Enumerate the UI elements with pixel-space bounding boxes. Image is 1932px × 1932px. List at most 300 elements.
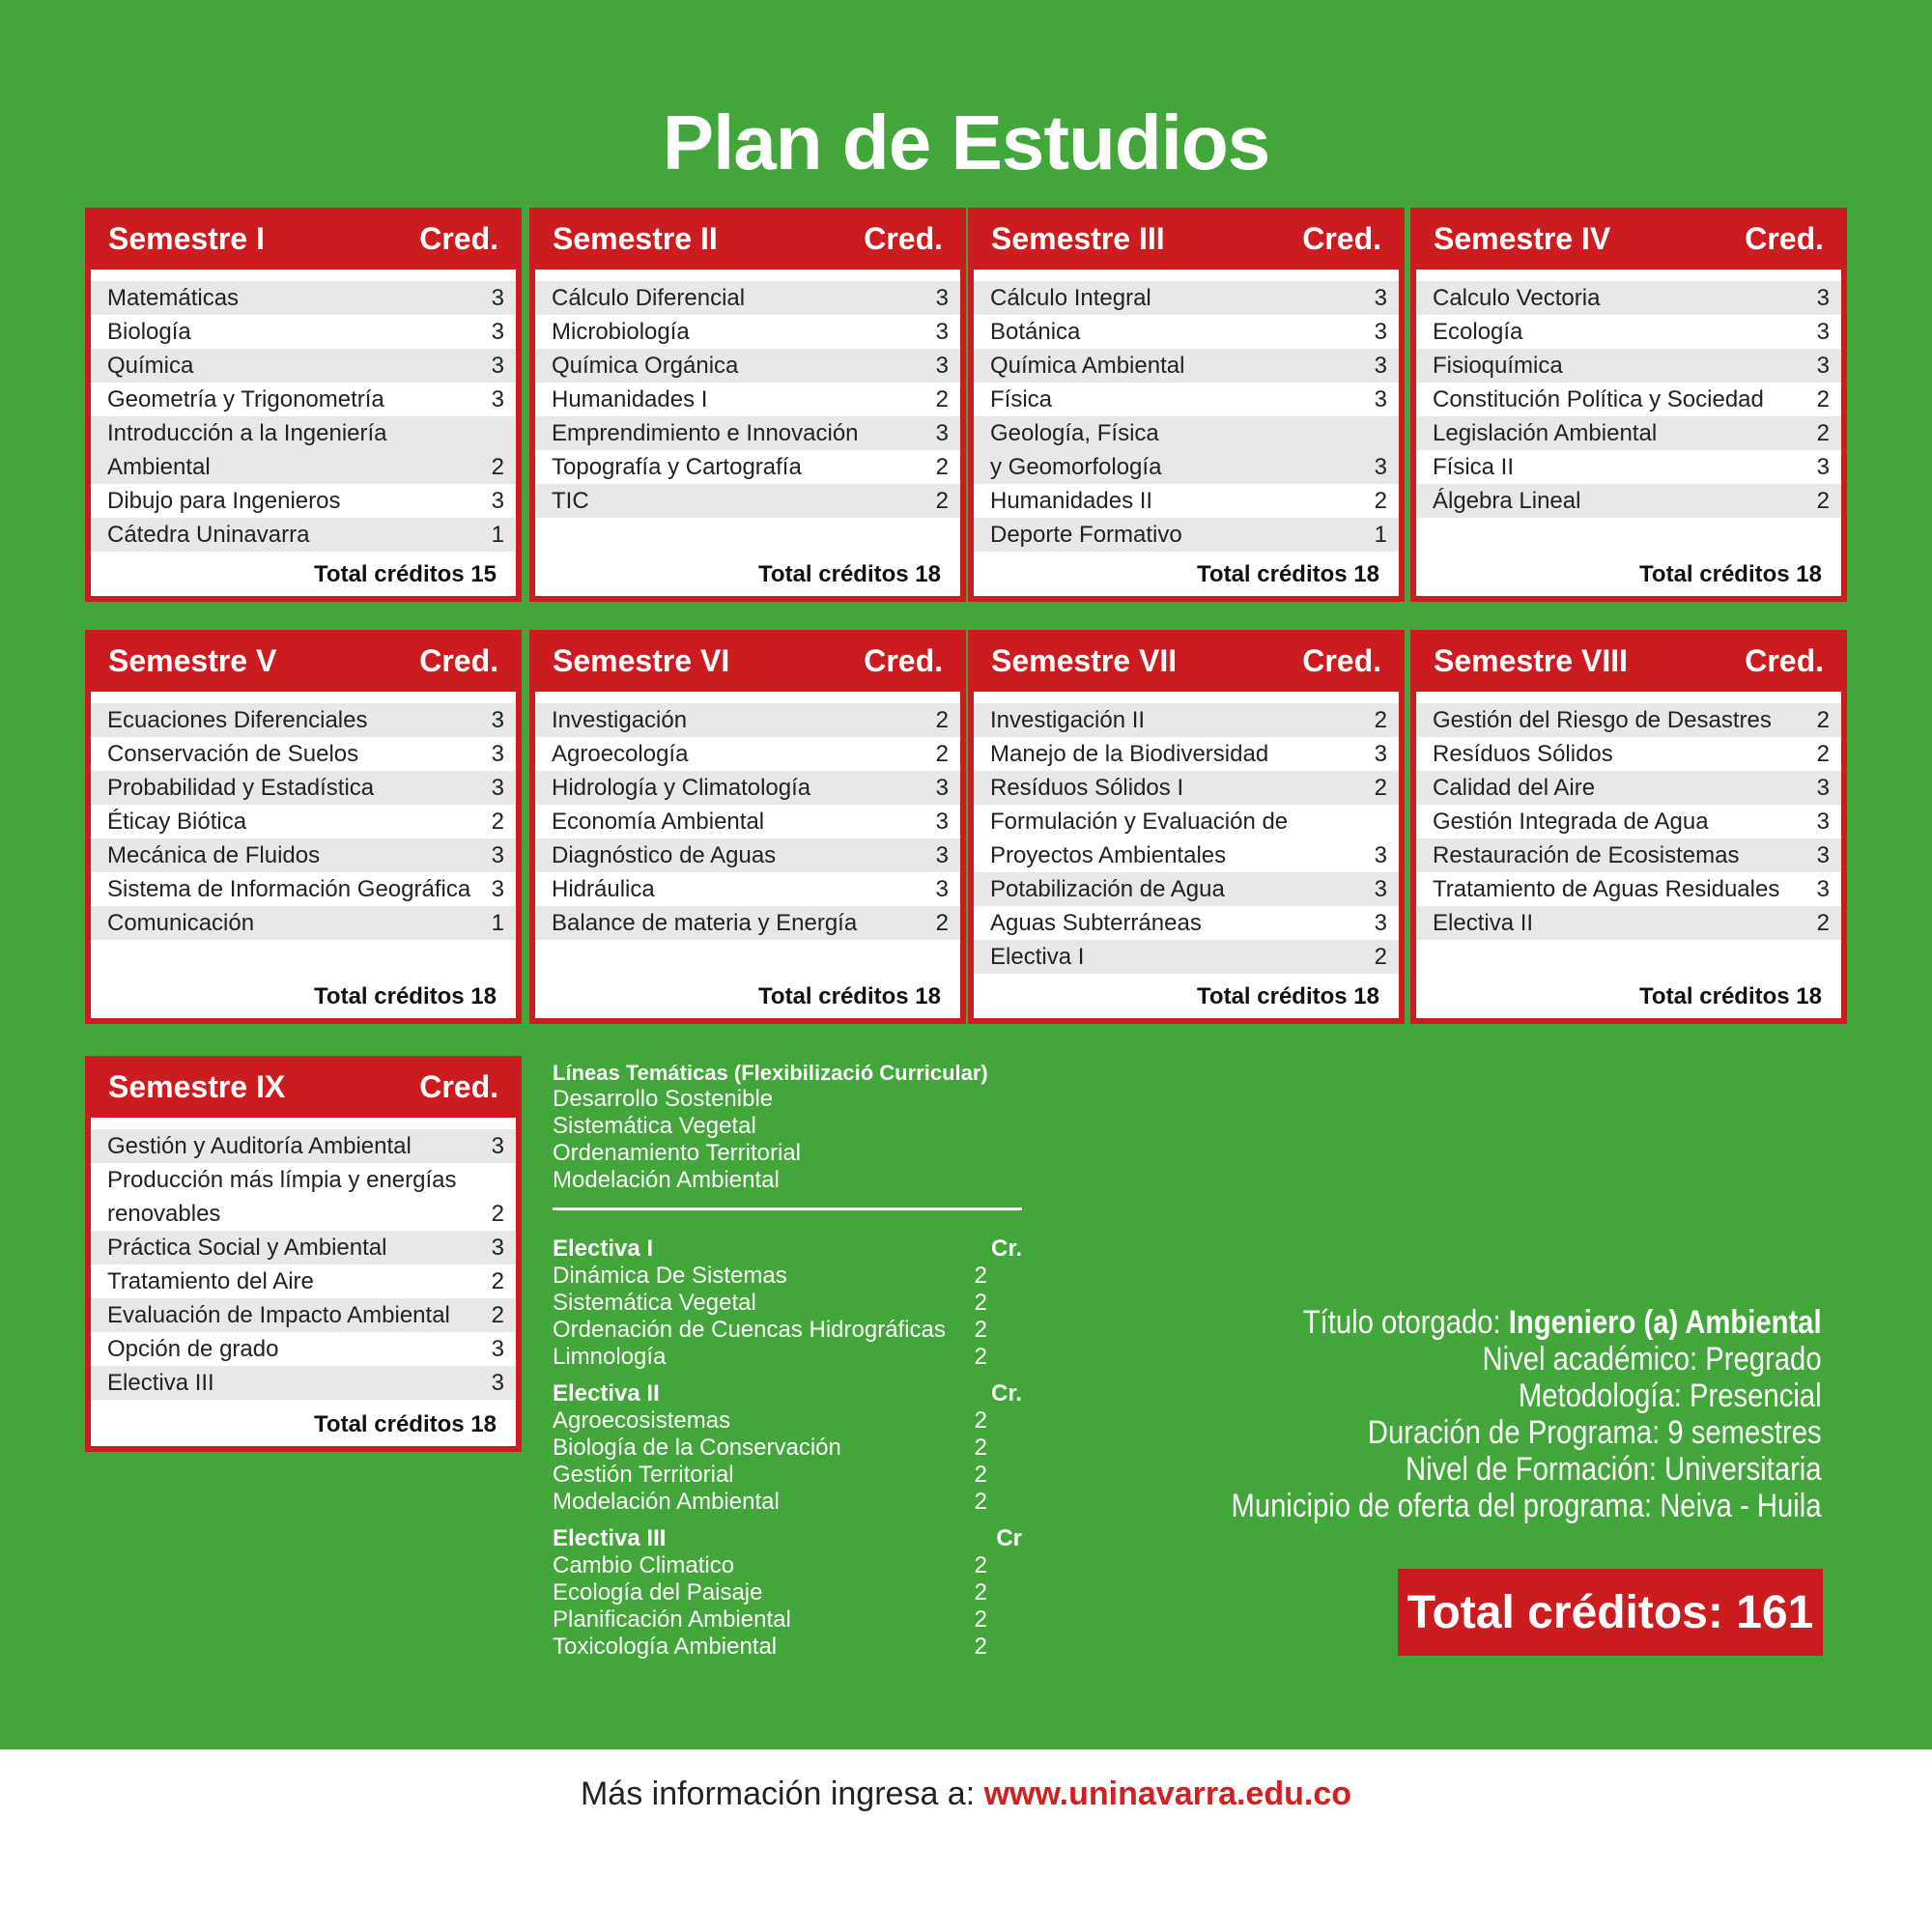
course-name: Sistema de Información Geográfica	[107, 876, 471, 902]
elective-cr-label: Cr.	[990, 1236, 1022, 1262]
course-row	[91, 1366, 516, 1400]
course-row	[974, 349, 1399, 383]
semester-header	[535, 630, 960, 692]
elective-header	[553, 1236, 1022, 1263]
course-credits: 2	[1374, 707, 1387, 733]
course-name: Diagnóstico de Aguas	[552, 842, 777, 868]
elective-item-credits: 2	[974, 1606, 987, 1633]
course-credits: 3	[1816, 285, 1830, 311]
elective-item-name: Toxicología Ambiental	[553, 1634, 778, 1660]
course-name: Ecuaciones Diferenciales	[107, 707, 368, 733]
course-row	[91, 838, 516, 872]
course-credits: 3	[491, 488, 504, 514]
course-row	[974, 416, 1399, 484]
course-name: Resíduos Sólidos	[1433, 741, 1613, 767]
footer-link[interactable]: www.uninavarra.edu.co	[983, 1776, 1352, 1812]
course-row	[535, 838, 960, 872]
course-name: Éticay Biótica	[107, 809, 247, 835]
cred-label: Cred.	[419, 220, 498, 256]
course-row	[91, 771, 516, 805]
semester-card	[85, 1056, 522, 1452]
course-name: Cálculo Integral	[990, 285, 1151, 311]
course-credits: 3	[491, 285, 504, 311]
course-row	[91, 349, 516, 383]
course-credits: 3	[491, 842, 504, 868]
course-name: Geometría y Trigonometría	[107, 386, 384, 412]
course-row	[535, 906, 960, 940]
page-title: Plan de Estudios	[662, 99, 1270, 185]
course-row	[91, 1163, 516, 1231]
course-name: Geología, Física	[990, 420, 1159, 446]
course-name: Legislación Ambiental	[1433, 420, 1658, 446]
cred-label: Cred.	[419, 1068, 498, 1104]
elective-item-credits: 2	[974, 1579, 987, 1605]
cred-label: Cred.	[1302, 642, 1381, 678]
course-name: Manejo de la Biodiversidad	[990, 741, 1269, 767]
thematic-lines-panel	[553, 1061, 1022, 1670]
elective-item-credits: 2	[974, 1489, 987, 1515]
course-name: Comunicación	[107, 910, 255, 936]
elective-block	[553, 1236, 1022, 1371]
course-name: Agroecología	[552, 741, 689, 767]
semester-header	[974, 630, 1399, 692]
elective-item-credits: 2	[974, 1344, 987, 1370]
semester-card	[85, 630, 522, 1024]
semester-body	[91, 692, 516, 1018]
elective-name: Electiva III	[553, 1525, 667, 1551]
semester-body	[974, 270, 1399, 596]
course-name: Potabilización de Agua	[990, 876, 1225, 902]
course-credits: 2	[491, 1268, 504, 1294]
semester-total: Total créditos 18	[1639, 561, 1822, 587]
course-name: TIC	[552, 488, 589, 514]
elective-item-name: Modelación Ambiental	[553, 1489, 780, 1515]
course-row	[91, 703, 516, 737]
elective-item-credits: 2	[974, 1317, 987, 1343]
elective-item	[553, 1489, 1022, 1516]
course-name-cont: Proyectos Ambientales	[990, 842, 1227, 868]
course-credits: 2	[935, 707, 949, 733]
course-credits: 3	[1374, 454, 1387, 480]
course-row	[974, 281, 1399, 315]
course-row	[91, 518, 516, 552]
elective-item-name: Gestión Territorial	[553, 1462, 734, 1488]
info-metodologia: Metodología: Presencial	[1519, 1378, 1822, 1414]
course-name: Botánica	[990, 319, 1081, 345]
course-credits: 3	[1374, 386, 1387, 412]
course-name: Calidad del Aire	[1433, 775, 1596, 801]
semester-body	[1416, 692, 1841, 1018]
course-row	[974, 315, 1399, 349]
semester-body	[91, 1118, 516, 1446]
course-credits: 2	[1816, 386, 1830, 412]
course-credits: 3	[1374, 353, 1387, 379]
semester-header	[1416, 630, 1841, 692]
course-row	[1416, 450, 1841, 484]
semester-total: Total créditos 18	[758, 983, 941, 1009]
course-name: Física II	[1433, 454, 1515, 480]
course-credits: 3	[1816, 454, 1830, 480]
course-row	[1416, 737, 1841, 771]
semester-body	[535, 270, 960, 596]
course-name: Gestión Integrada de Agua	[1433, 809, 1709, 835]
course-row	[1416, 838, 1841, 872]
course-credits: 1	[491, 522, 504, 548]
cred-label: Cred.	[1745, 220, 1824, 256]
elective-item-credits: 2	[974, 1552, 987, 1578]
course-row	[91, 416, 516, 484]
course-credits: 2	[935, 386, 949, 412]
course-row	[974, 383, 1399, 416]
course-name: Mecánica de Fluidos	[107, 842, 321, 868]
course-name: Hidráulica	[552, 876, 655, 902]
cred-label: Cred.	[864, 220, 943, 256]
course-name: Conservación de Suelos	[107, 741, 359, 767]
course-name: Tratamiento del Aire	[107, 1268, 314, 1294]
course-credits: 3	[1816, 775, 1830, 801]
course-credits: 3	[491, 319, 504, 345]
elective-item-credits: 2	[974, 1290, 987, 1316]
course-row	[974, 872, 1399, 906]
course-name: Economía Ambiental	[552, 809, 765, 835]
course-row	[974, 518, 1399, 552]
info-nivel: Nivel académico: Pregrado	[1482, 1341, 1822, 1378]
course-name: Balance de materia y Energía	[552, 910, 858, 936]
course-credits: 3	[1374, 319, 1387, 345]
course-row	[91, 872, 516, 906]
course-row	[91, 805, 516, 838]
course-row	[974, 805, 1399, 872]
course-credits: 3	[935, 353, 949, 379]
course-name: Aguas Subterráneas	[990, 910, 1202, 936]
course-credits: 2	[491, 809, 504, 835]
course-row	[974, 906, 1399, 940]
course-row	[535, 383, 960, 416]
course-credits: 1	[491, 910, 504, 936]
course-name: Álgebra Lineal	[1433, 488, 1581, 514]
info-titulo-label: Título otorgado:	[1303, 1304, 1502, 1341]
course-name: Física	[990, 386, 1053, 412]
course-row	[535, 450, 960, 484]
semester-body	[974, 692, 1399, 1018]
course-row	[1416, 383, 1841, 416]
elective-item	[553, 1344, 1022, 1371]
course-credits: 3	[491, 707, 504, 733]
course-row	[91, 315, 516, 349]
course-row	[1416, 703, 1841, 737]
semester-name: Semestre V	[108, 642, 277, 678]
course-name-cont: renovables	[107, 1201, 221, 1227]
semester-body	[91, 270, 516, 596]
info-duracion: Duración de Programa: 9 semestres	[1368, 1414, 1822, 1451]
course-name: Práctica Social y Ambiental	[107, 1235, 387, 1261]
course-row	[1416, 416, 1841, 450]
course-name: Emprendimiento e Innovación	[552, 420, 859, 446]
course-name: Cálculo Diferencial	[552, 285, 746, 311]
course-credits: 2	[935, 488, 949, 514]
elective-item	[553, 1290, 1022, 1317]
course-row	[535, 771, 960, 805]
course-name: Química Orgánica	[552, 353, 739, 379]
course-credits: 3	[1374, 285, 1387, 311]
semester-header	[91, 1056, 516, 1118]
semester-card	[968, 630, 1405, 1024]
info-titulo-value: Ingeniero (a) Ambiental	[1509, 1304, 1822, 1341]
course-name: Química Ambiental	[990, 353, 1185, 379]
cred-label: Cred.	[1302, 220, 1381, 256]
course-credits: 3	[491, 1133, 504, 1159]
course-row	[1416, 906, 1841, 940]
course-name: Probabilidad y Estadística	[107, 775, 375, 801]
course-credits: 3	[935, 319, 949, 345]
elective-item-name: Planificación Ambiental	[553, 1606, 791, 1633]
course-name: Electiva I	[990, 944, 1085, 970]
semester-name: Semestre VII	[991, 642, 1178, 678]
elective-item-credits: 2	[974, 1634, 987, 1660]
program-info	[1232, 1304, 1822, 1524]
thematic-lines-title: Líneas Temáticas (Flexibilizació Curricular)	[553, 1061, 988, 1085]
course-credits: 2	[1816, 741, 1830, 767]
course-name: Opción de grado	[107, 1336, 279, 1362]
info-municipio: Municipio de oferta del programa: Neiva - Huila	[1231, 1488, 1822, 1524]
course-row	[1416, 805, 1841, 838]
elective-header	[553, 1380, 1022, 1407]
course-credits: 3	[491, 741, 504, 767]
course-name: Introducción a la Ingeniería	[107, 420, 387, 446]
elective-item	[553, 1606, 1022, 1634]
course-name: Producción más límpia y energías	[107, 1167, 457, 1193]
course-credits: 2	[1816, 488, 1830, 514]
semester-total: Total créditos 15	[314, 561, 497, 587]
course-name-cont: y Geomorfología	[990, 454, 1162, 480]
semester-header	[1416, 208, 1841, 270]
course-credits: 3	[1374, 741, 1387, 767]
semester-header	[91, 630, 516, 692]
thematic-line-item: Modelación Ambiental	[553, 1167, 780, 1193]
course-row	[91, 1231, 516, 1264]
divider	[553, 1208, 1022, 1210]
semester-card	[529, 208, 966, 602]
course-row	[535, 416, 960, 450]
elective-item	[553, 1634, 1022, 1661]
course-credits: 3	[1816, 353, 1830, 379]
course-credits: 3	[935, 809, 949, 835]
course-credits: 2	[491, 1302, 504, 1328]
course-credits: 3	[935, 420, 949, 446]
cred-label: Cred.	[419, 642, 498, 678]
cred-label: Cred.	[1745, 642, 1824, 678]
course-credits: 3	[1816, 809, 1830, 835]
elective-cr-label: Cr.	[990, 1380, 1022, 1406]
course-credits: 2	[1816, 707, 1830, 733]
course-row	[535, 484, 960, 518]
info-formacion: Nivel de Formación: Universitaria	[1406, 1451, 1822, 1488]
course-credits: 3	[491, 775, 504, 801]
elective-item-name: Biología de la Conservación	[553, 1435, 841, 1461]
elective-item	[553, 1579, 1022, 1606]
elective-item	[553, 1435, 1022, 1462]
course-credits: 3	[491, 386, 504, 412]
thematic-line-item: Sistemática Vegetal	[553, 1113, 756, 1139]
elective-item-name: Ecología del Paisaje	[553, 1579, 763, 1605]
info-titulo	[1232, 1304, 1822, 1341]
semester-body	[535, 692, 960, 1018]
course-row	[535, 872, 960, 906]
course-name: Constitución Política y Sociedad	[1433, 386, 1764, 412]
elective-item	[553, 1552, 1022, 1579]
course-credits: 3	[1816, 319, 1830, 345]
semester-card	[529, 630, 966, 1024]
course-credits: 3	[491, 1235, 504, 1261]
course-name: Ecología	[1433, 319, 1523, 345]
course-name: Resíduos Sólidos I	[990, 775, 1184, 801]
semester-total: Total créditos 18	[1197, 561, 1379, 587]
elective-header	[553, 1525, 1022, 1552]
course-name: Formulación y Evaluación de	[990, 809, 1289, 835]
course-name: Restauración de Ecosistemas	[1433, 842, 1740, 868]
course-row	[1416, 315, 1841, 349]
semester-card	[1410, 208, 1847, 602]
course-name: Química	[107, 353, 194, 379]
course-row	[91, 1298, 516, 1332]
course-row	[91, 1332, 516, 1366]
thematic-line-item: Ordenamiento Territorial	[553, 1140, 802, 1166]
course-row	[91, 281, 516, 315]
semester-header	[91, 208, 516, 270]
course-credits: 2	[935, 910, 949, 936]
semester-body	[1416, 270, 1841, 596]
course-row	[535, 703, 960, 737]
thematic-line-item: Desarrollo Sostenible	[553, 1086, 774, 1112]
course-row	[91, 906, 516, 940]
elective-item-credits: 2	[974, 1263, 987, 1289]
semester-name: Semestre VI	[553, 642, 730, 678]
semester-header	[535, 208, 960, 270]
course-name: Microbiología	[552, 319, 690, 345]
elective-item-name: Sistemática Vegetal	[553, 1290, 756, 1316]
course-name: Dibujo para Ingenieros	[107, 488, 341, 514]
course-credits: 3	[491, 876, 504, 902]
semester-name: Semestre IV	[1434, 220, 1611, 256]
course-credits: 3	[935, 775, 949, 801]
course-name: Electiva III	[107, 1370, 214, 1396]
course-name: Evaluación de Impacto Ambiental	[107, 1302, 450, 1328]
course-credits: 3	[1374, 910, 1387, 936]
footer	[0, 1776, 1932, 1813]
elective-item-name: Dinámica De Sistemas	[553, 1263, 787, 1289]
semester-card	[968, 208, 1405, 602]
elective-item-name: Ordenación de Cuencas Hidrográficas	[553, 1317, 946, 1343]
course-name: Topografía y Cartografía	[552, 454, 802, 480]
elective-item-credits: 2	[974, 1462, 987, 1488]
course-row	[91, 1129, 516, 1163]
elective-item	[553, 1263, 1022, 1290]
course-name: Matemáticas	[107, 285, 240, 311]
elective-item-name: Agroecosistemas	[553, 1407, 731, 1434]
elective-item-credits: 2	[974, 1407, 987, 1434]
course-credits: 2	[935, 454, 949, 480]
course-name: Investigación II	[990, 707, 1146, 733]
course-row	[974, 703, 1399, 737]
course-row	[91, 1264, 516, 1298]
course-credits: 2	[1816, 910, 1830, 936]
course-name: Humanidades I	[552, 386, 708, 412]
course-row	[91, 383, 516, 416]
course-row	[91, 484, 516, 518]
course-credits: 2	[1374, 775, 1387, 801]
course-credits: 3	[1374, 842, 1387, 868]
semester-name: Semestre I	[108, 220, 265, 256]
course-credits: 2	[1816, 420, 1830, 446]
course-credits: 3	[1374, 876, 1387, 902]
course-name: Calculo Vectoria	[1433, 285, 1601, 311]
course-credits: 3	[491, 1336, 504, 1362]
course-credits: 3	[491, 1370, 504, 1396]
course-row	[974, 940, 1399, 974]
semester-total: Total créditos 18	[314, 1411, 497, 1437]
course-row	[1416, 872, 1841, 906]
elective-item	[553, 1317, 1022, 1344]
course-name: Electiva II	[1433, 910, 1534, 936]
course-row	[974, 737, 1399, 771]
semester-name: Semestre IX	[108, 1068, 286, 1104]
semester-name: Semestre III	[991, 220, 1165, 256]
elective-item	[553, 1407, 1022, 1435]
elective-item-name: Limnología	[553, 1344, 667, 1370]
course-credits: 2	[935, 741, 949, 767]
course-credits: 3	[491, 353, 504, 379]
course-credits: 1	[1374, 522, 1387, 548]
course-name: Gestión del Riesgo de Desastres	[1433, 707, 1772, 733]
elective-name: Electiva I	[553, 1236, 654, 1262]
course-row	[1416, 771, 1841, 805]
course-row	[974, 771, 1399, 805]
course-row	[535, 315, 960, 349]
course-row	[535, 349, 960, 383]
course-name: Cátedra Uninavarra	[107, 522, 310, 548]
course-name: Tratamiento de Aguas Residuales	[1433, 876, 1780, 902]
grand-total-badge: Total créditos: 161	[1398, 1569, 1823, 1656]
course-name: Hidrología y Climatología	[552, 775, 811, 801]
course-name: Deporte Formativo	[990, 522, 1182, 548]
course-name: Gestión y Auditoría Ambiental	[107, 1133, 412, 1159]
course-name: Fisioquímica	[1433, 353, 1563, 379]
semester-name: Semestre II	[553, 220, 718, 256]
elective-cr-label: Cr	[996, 1525, 1022, 1551]
course-row	[91, 737, 516, 771]
course-row	[535, 805, 960, 838]
elective-name: Electiva II	[553, 1380, 660, 1406]
course-name: Humanidades II	[990, 488, 1153, 514]
course-credits: 2	[491, 454, 504, 480]
course-credits: 3	[935, 285, 949, 311]
course-name-cont: Ambiental	[107, 454, 211, 480]
semester-total: Total créditos 18	[1197, 983, 1379, 1009]
course-credits: 2	[1374, 944, 1387, 970]
course-credits: 3	[935, 842, 949, 868]
course-row	[1416, 349, 1841, 383]
semester-total: Total créditos 18	[1639, 983, 1822, 1009]
course-row	[1416, 281, 1841, 315]
course-credits: 2	[491, 1201, 504, 1227]
course-credits: 3	[935, 876, 949, 902]
cred-label: Cred.	[864, 642, 943, 678]
course-credits: 3	[1816, 876, 1830, 902]
semester-header	[974, 208, 1399, 270]
footer-text: Más información ingresa a:	[580, 1776, 976, 1812]
course-row	[535, 737, 960, 771]
elective-block	[553, 1525, 1022, 1661]
